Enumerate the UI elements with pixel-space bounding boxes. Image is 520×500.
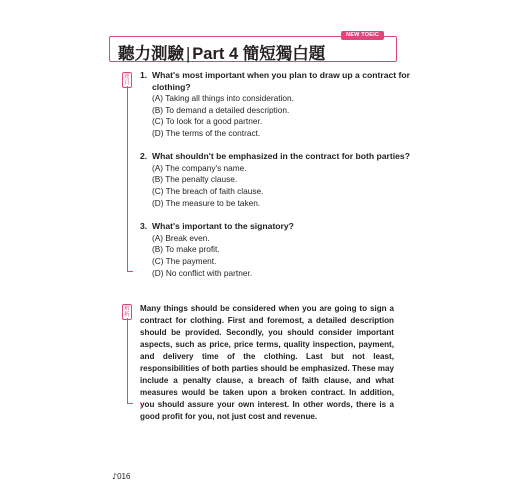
- questions-tab-label: 題 目: [124, 74, 130, 86]
- option-c: (C) The breach of faith clause.: [152, 185, 264, 196]
- option-a: (A) The company's name.: [152, 162, 247, 173]
- explanation-bracket: [127, 318, 133, 404]
- question-stem: [140, 151, 410, 163]
- question-stem: [140, 221, 410, 233]
- option-b: (B) To make profit.: [152, 244, 220, 255]
- option-b: (B) To demand a detailed description.: [152, 104, 290, 115]
- option-c: (C) To look for a good partner.: [152, 116, 263, 127]
- music-note-icon: ♪: [112, 472, 118, 481]
- explanation-paragraph: Many things should be considered when you are going to sign a contract for clothing. First and foremost, a detailed description should be provided. Secondly, you should consider important aspects, such as price, price terms, quality inspection, payment, and delivery time of the clothing. Last but not least, responsibilities of both parties should be emphasized. These may include a penalty clause, a breach of faith clause, and what measures would be taken upon a broken contract. In addition, you should assure your own interest. In other words, there is a good profit for you, not just cost and revenue.: [140, 304, 394, 421]
- option-d: (D) The measure to be taken.: [152, 197, 261, 208]
- explanation-tab-label: 解 析: [124, 306, 130, 318]
- question-1: [140, 70, 422, 140]
- question-text-line1: What shouldn't be emphasized in the contract for both parties?: [152, 151, 410, 161]
- option-c: (C) The payment.: [152, 255, 217, 266]
- question-2: [140, 151, 410, 209]
- title-part: Part 4 簡短獨白題: [192, 45, 326, 63]
- question-text-line1: What's important to the signatory?: [152, 221, 294, 231]
- question-number: 3.: [140, 221, 148, 231]
- section-header: [109, 32, 397, 63]
- option-d: (D) No conflict with partner.: [152, 267, 253, 278]
- title-separator: |: [186, 45, 191, 63]
- page-number: 016: [117, 472, 131, 481]
- title-chinese: 聽力測驗: [118, 45, 184, 63]
- question-text-line1: What's most important when you plan to draw up a contract for: [152, 70, 410, 80]
- question-stem: [140, 70, 410, 82]
- questions-bracket: [127, 86, 133, 272]
- question-3: [140, 221, 410, 279]
- question-text-line2: clothing?: [152, 81, 191, 92]
- option-b: (B) The penalty clause.: [152, 174, 238, 185]
- question-number: 2.: [140, 151, 148, 161]
- page-title: [118, 40, 325, 64]
- option-a: (A) Break even.: [152, 232, 210, 243]
- new-toeic-badge: NEW TOEIC: [341, 31, 384, 40]
- page-footer: [112, 472, 130, 481]
- question-number: 1.: [140, 70, 148, 80]
- option-a: (A) Taking all things into consideration.: [152, 93, 294, 103]
- option-d: (D) The terms of the contract.: [152, 128, 261, 139]
